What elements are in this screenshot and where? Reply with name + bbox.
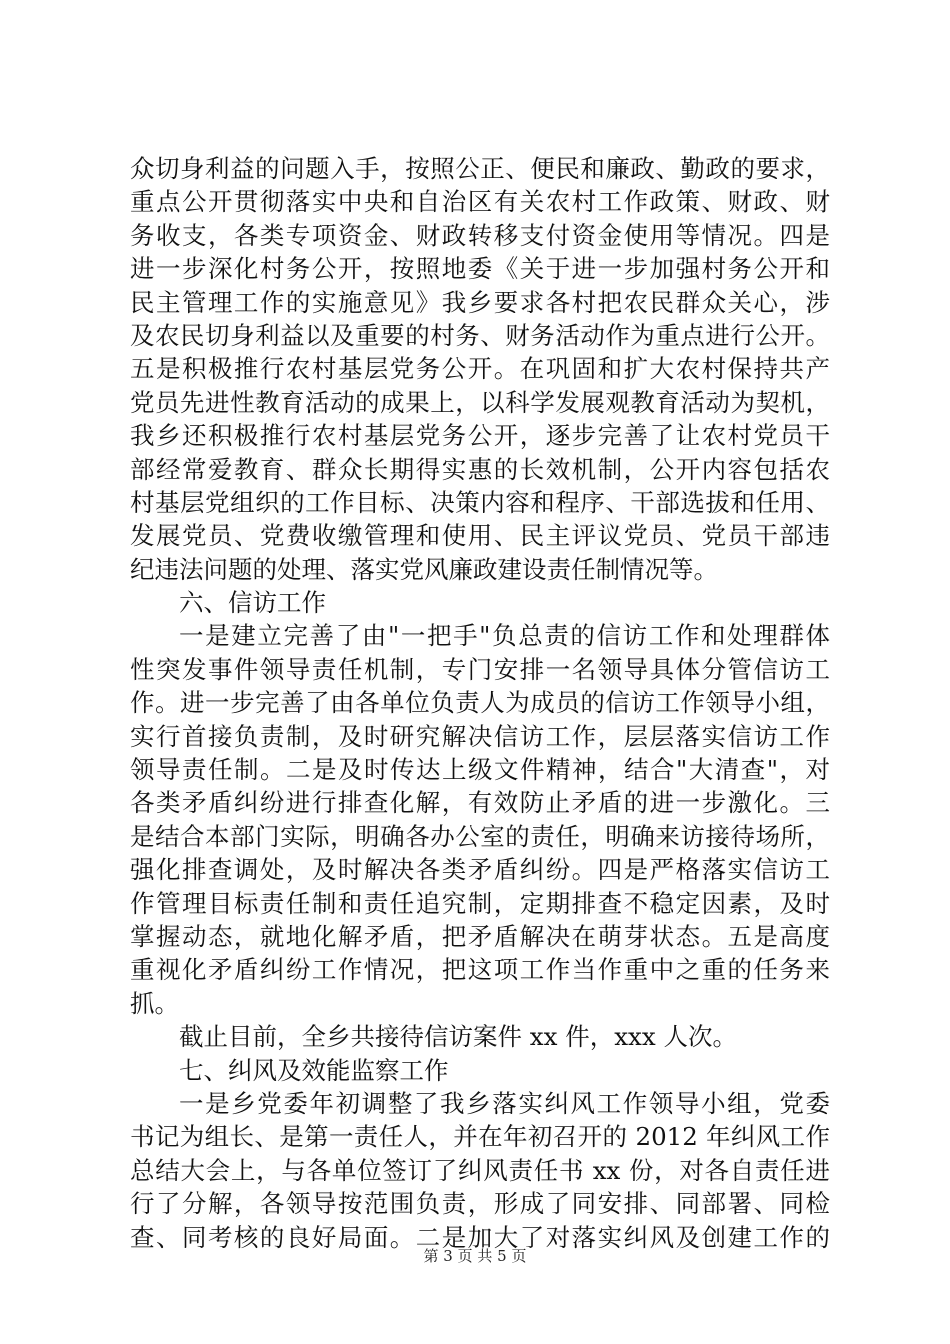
text-line: 性突发事件领导责任机制，专门安排一名领导具体分管信访工 [130,654,830,684]
text-line: 一是建立完善了由"一把手"负总责的信访工作和处理群体 [179,621,830,651]
text-line: 我乡还积极推行农村基层党务公开，逐步完善了让农村党员干 [130,421,830,451]
section-heading: 六、信访工作 [179,588,326,618]
text-line: 掌握动态，就地化解矛盾，把矛盾解决在萌芽状态。五是高度 [130,921,830,951]
text-line: 进一步深化村务公开，按照地委《关于进一步加强村务公开和 [130,254,830,284]
text-line: 行了分解，各领导按范围负责，形成了同安排、同部署、同检 [130,1189,830,1219]
text-line: 领导责任制。二是及时传达上级文件精神，结合"大清查"，对 [130,755,830,785]
page-number-footer: 第 3 页 共 5 页 [423,1247,527,1265]
text-line: 众切身利益的问题入手，按照公正、便民和廉政、勤政的要求， [130,154,830,183]
text-line: 抓。 [130,988,179,1018]
text-line: 书记为组长、是第一责任人，并在年初召开的 2012 年纠风工作 [130,1122,830,1152]
text-line: 是结合本部门实际，明确各办公室的责任，明确来访接待场所， [130,821,830,851]
text-line: 五是积极推行农村基层党务公开。在巩固和扩大农村保持共产 [130,354,830,384]
text-line: 一是乡党委年初调整了我乡落实纠风工作领导小组，党委 [179,1088,830,1118]
text-line: 各类矛盾纠纷进行排查化解，有效防止矛盾的进一步激化。三 [130,788,830,818]
text-line: 村基层党组织的工作目标、决策内容和程序、干部选拔和任用、 [130,487,830,517]
text-line: 重视化矛盾纠纷工作情况，把这项工作当作重中之重的任务来 [130,955,830,985]
section-heading: 七、纠风及效能监察工作 [179,1055,449,1085]
text-line: 强化排查调处，及时解决各类矛盾纠纷。四是严格落实信访工 [130,855,830,885]
text-line: 截止目前，全乡共接待信访案件 xx 件，xxx 人次。 [179,1022,737,1052]
text-line: 作。进一步完善了由各单位负责人为成员的信访工作领导小组， [130,688,830,718]
document-body [130,152,830,1254]
text-line: 实行首接负责制，及时研究解决信访工作，层层落实信访工作 [130,721,830,751]
text-line: 民主管理工作的实施意见》我乡要求各村把农民群众关心，涉 [130,287,830,317]
text-line: 查、同考核的良好局面。二是加大了对落实纠风及创建工作的 [130,1222,830,1252]
text-line: 部经常爱教育、群众长期得实惠的长效机制，公开内容包括农 [130,454,830,484]
text-line: 务收支，各类专项资金、财政转移支付资金使用等情况。四是 [130,220,830,250]
text-line: 重点公开贯彻落实中央和自治区有关农村工作政策、财政、财 [130,187,830,217]
text-line: 作管理目标责任制和责任追究制，定期排查不稳定因素，及时 [130,888,830,918]
text-line: 纪违法问题的处理、落实党风廉政建设责任制情况等。 [130,554,718,584]
text-line: 总结大会上，与各单位签订了纠风责任书 xx 份，对各自责任进 [130,1155,830,1185]
text-line: 党员先进性教育活动的成果上，以科学发展观教育活动为契机， [130,387,830,417]
text-line: 及农民切身利益以及重要的村务、财务活动作为重点进行公开。 [130,320,830,350]
text-line: 发展党员、党费收缴管理和使用、民主评议党员、党员干部违 [130,521,830,551]
